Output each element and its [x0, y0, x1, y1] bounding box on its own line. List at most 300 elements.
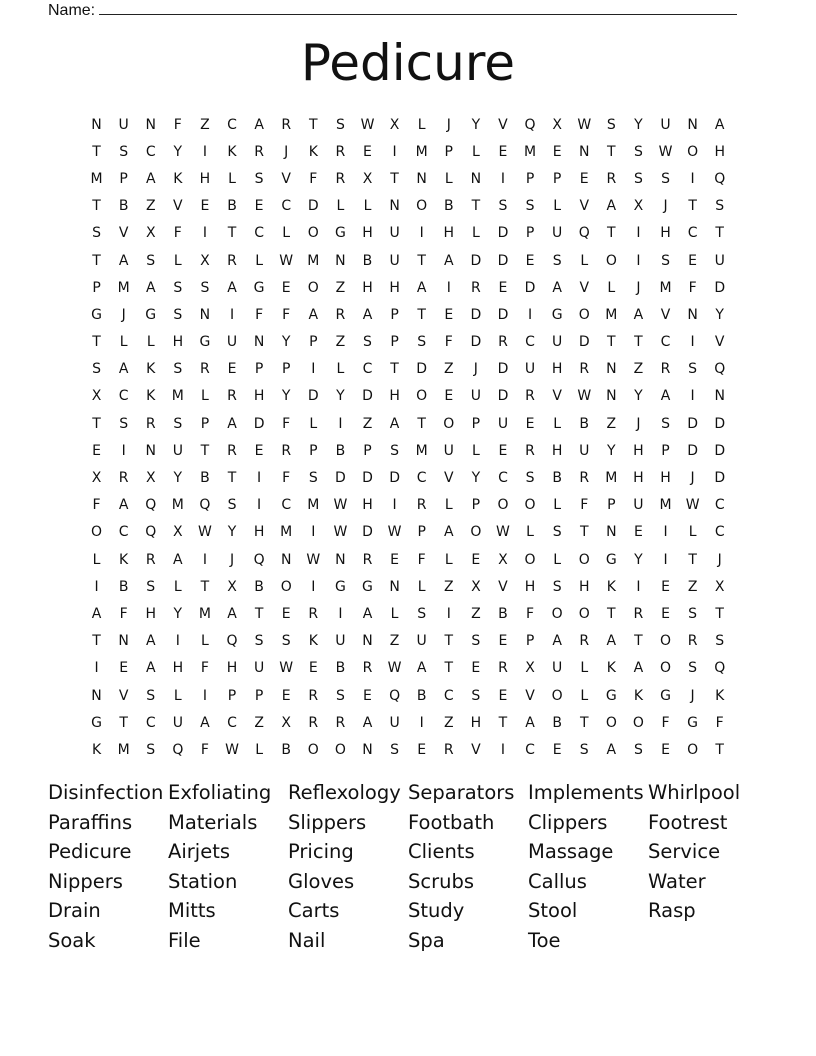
grid-letter: I: [311, 578, 316, 595]
grid-letter: T: [227, 470, 237, 487]
grid-letter: C: [498, 470, 508, 487]
grid-letter: N: [253, 334, 265, 351]
grid-letter: A: [145, 660, 156, 677]
grid-letter: K: [308, 633, 318, 650]
grid-letter: U: [552, 334, 563, 351]
grid-letter: W: [198, 524, 212, 541]
grid-letter: H: [551, 442, 563, 459]
grid-letter: I: [257, 470, 262, 487]
grid-letter: U: [443, 442, 454, 459]
grid-letter: A: [145, 279, 156, 296]
grid-letter: P: [309, 442, 318, 459]
grid-letter: I: [527, 306, 533, 323]
grid-letter: S: [146, 741, 156, 758]
grid-letter: E: [525, 415, 535, 432]
grid-letter: X: [173, 524, 183, 541]
grid-letter: O: [416, 388, 428, 405]
grid-letter: L: [173, 687, 182, 704]
grid-letter: W: [577, 388, 592, 405]
grid-letter: U: [389, 714, 400, 731]
grid-letter: T: [498, 714, 508, 731]
grid-letter: T: [417, 252, 426, 269]
grid-letter: E: [281, 687, 291, 704]
grid-letter: P: [444, 143, 453, 160]
grid-letter: W: [360, 116, 375, 133]
grid-letter: X: [91, 388, 102, 405]
grid-letter: D: [470, 252, 482, 269]
grid-letter: N: [389, 198, 400, 215]
word-list-item: Clippers: [528, 810, 608, 834]
word-list-item: Drain: [48, 899, 101, 923]
grid-letter: P: [525, 170, 535, 187]
grid-letter: I: [690, 334, 695, 351]
grid-letter: C: [145, 143, 156, 160]
grid-letter: A: [606, 741, 617, 758]
grid-letter: R: [335, 714, 346, 731]
grid-letter: L: [255, 741, 264, 758]
grid-letter: E: [444, 388, 454, 405]
grid-letter: C: [416, 470, 427, 487]
grid-letter: E: [471, 660, 481, 677]
word-list-item: Airjets: [168, 840, 230, 864]
grid-letter: D: [253, 415, 265, 432]
grid-letter: V: [579, 279, 590, 296]
grid-letter: J: [690, 687, 695, 704]
grid-letter: F: [715, 714, 724, 731]
grid-letter: W: [333, 524, 348, 541]
grid-letter: O: [307, 741, 319, 758]
grid-letter: I: [94, 578, 99, 595]
grid-letter: S: [173, 306, 183, 323]
grid-letter: J: [446, 116, 451, 133]
grid-letter: O: [91, 524, 103, 541]
grid-letter: B: [498, 605, 508, 622]
grid-letter: N: [118, 633, 129, 650]
grid-letter: B: [254, 578, 264, 595]
grid-letter: O: [687, 143, 699, 160]
grid-letter: U: [389, 252, 400, 269]
page-title: Pedicure: [300, 34, 516, 92]
grid-letter: S: [606, 116, 616, 133]
grid-letter: Y: [715, 306, 724, 323]
grid-letter: L: [526, 524, 534, 541]
grid-letter: L: [146, 334, 155, 351]
grid-letter: H: [199, 170, 211, 187]
grid-letter: S: [715, 198, 725, 215]
grid-letter: E: [688, 252, 698, 269]
grid-letter: P: [309, 334, 318, 351]
grid-letter: D: [307, 388, 319, 405]
grid-letter: A: [227, 605, 237, 622]
grid-letter: E: [363, 687, 372, 704]
grid-letter: P: [471, 497, 481, 514]
grid-letter: B: [443, 198, 454, 215]
grid-letter: I: [636, 225, 641, 242]
grid-letter: R: [227, 388, 237, 405]
grid-letter: G: [91, 714, 102, 731]
grid-letter: I: [636, 578, 641, 595]
grid-letter: L: [282, 225, 291, 242]
name-label: Name:: [48, 2, 96, 19]
grid-letter: V: [498, 578, 508, 595]
grid-letter: Z: [687, 578, 698, 595]
grid-letter: Z: [200, 116, 210, 133]
grid-letter: W: [577, 116, 592, 133]
grid-letter: O: [497, 497, 509, 514]
grid-letter: L: [471, 143, 480, 160]
grid-letter: G: [334, 578, 346, 595]
grid-letter: S: [715, 633, 725, 650]
grid-letter: I: [121, 442, 126, 459]
grid-letter: B: [416, 687, 427, 704]
grid-letter: R: [470, 279, 481, 296]
grid-letter: I: [338, 415, 343, 432]
word-list-item: Separators: [408, 781, 515, 804]
grid-letter: Z: [145, 198, 156, 215]
grid-letter: O: [551, 687, 563, 704]
grid-letter: H: [362, 225, 373, 242]
grid-letter: X: [91, 470, 102, 487]
grid-letter: G: [605, 551, 617, 568]
grid-letter: A: [227, 279, 237, 296]
grid-letter: L: [201, 633, 209, 650]
grid-letter: F: [173, 225, 182, 242]
word-list-item: Pedicure: [48, 840, 132, 864]
grid-letter: N: [714, 388, 725, 405]
grid-letter: S: [417, 334, 427, 351]
grid-letter: U: [552, 660, 563, 677]
grid-letter: S: [688, 605, 698, 622]
grid-letter: O: [632, 714, 644, 731]
grid-letter: M: [605, 306, 618, 323]
grid-letter: E: [471, 551, 481, 568]
grid-letter: P: [525, 633, 535, 650]
grid-letter: H: [714, 143, 725, 160]
grid-letter: C: [145, 714, 156, 731]
grid-letter: E: [417, 741, 427, 758]
grid-letter: N: [687, 306, 698, 323]
grid-letter: K: [119, 551, 129, 568]
grid-letter: H: [551, 361, 563, 378]
grid-letter: N: [687, 116, 698, 133]
grid-letter: O: [307, 225, 319, 242]
grid-letter: T: [471, 198, 481, 215]
grid-letter: T: [607, 225, 616, 242]
grid-letter: E: [498, 687, 508, 704]
grid-letter: R: [335, 170, 346, 187]
grid-letter: E: [498, 143, 508, 160]
grid-letter: H: [470, 714, 482, 731]
grid-letter: U: [253, 660, 265, 677]
grid-letter: S: [173, 361, 183, 378]
grid-letter: D: [362, 388, 373, 405]
grid-letter: W: [387, 660, 402, 677]
word-list-item: Implements: [528, 781, 644, 804]
grid-letter: T: [92, 633, 101, 650]
grid-letter: I: [690, 170, 695, 187]
grid-letter: O: [660, 660, 672, 677]
grid-letter: D: [578, 334, 590, 351]
grid-letter: Q: [578, 225, 590, 242]
grid-letter: D: [687, 442, 698, 459]
grid-letter: T: [92, 252, 101, 269]
grid-letter: Q: [145, 524, 157, 541]
grid-letter: X: [227, 578, 237, 595]
grid-letter: A: [660, 388, 671, 405]
grid-row: [83, 301, 733, 328]
grid-letter: G: [334, 225, 346, 242]
grid-letter: I: [500, 170, 506, 187]
grid-letter: A: [118, 497, 129, 514]
grid-letter: B: [335, 660, 346, 677]
grid-letter: P: [227, 687, 237, 704]
grid-letter: L: [255, 252, 264, 269]
grid-letter: T: [309, 116, 318, 133]
grid-letter: J: [663, 198, 668, 215]
grid-letter: A: [525, 714, 535, 731]
grid-letter: Q: [145, 497, 157, 514]
grid-letter: L: [119, 334, 128, 351]
grid-letter: H: [633, 470, 644, 487]
grid-letter: Z: [606, 415, 617, 432]
grid-letter: B: [281, 741, 291, 758]
grid-letter: R: [633, 605, 644, 622]
grid-letter: H: [578, 578, 590, 595]
grid-letter: O: [416, 198, 428, 215]
grid-letter: A: [362, 605, 373, 622]
grid-letter: U: [714, 252, 725, 269]
grid-letter: Q: [714, 361, 726, 378]
word-list-item: Footrest: [648, 810, 728, 834]
grid-letter: N: [145, 116, 156, 133]
grid-letter: U: [118, 116, 129, 133]
grid-letter: T: [417, 306, 426, 323]
word-list-item: Footbath: [408, 810, 495, 834]
grid-letter: V: [714, 334, 725, 351]
grid-letter: I: [636, 252, 641, 269]
grid-letter: P: [119, 170, 128, 187]
word-list-item: Gloves: [288, 869, 355, 893]
grid-letter: Y: [336, 388, 345, 405]
grid-letter: C: [443, 687, 454, 704]
grid-letter: I: [202, 687, 207, 704]
grid-letter: N: [470, 170, 482, 187]
grid-letter: X: [525, 660, 535, 677]
grid-row: [83, 709, 733, 736]
grid-letter: L: [553, 551, 562, 568]
grid-letter: L: [417, 116, 426, 133]
name-field: [48, 0, 737, 20]
word-list-item: Nail: [288, 928, 326, 952]
grid-letter: T: [607, 334, 616, 351]
grid-letter: V: [498, 116, 508, 133]
grid-letter: X: [145, 225, 156, 242]
grid-letter: W: [685, 497, 700, 514]
grid-letter: A: [552, 633, 562, 650]
grid-letter: S: [92, 225, 101, 242]
grid-letter: M: [171, 388, 184, 405]
grid-letter: H: [660, 225, 671, 242]
grid-letter: I: [419, 225, 424, 242]
grid-letter: O: [551, 605, 563, 622]
grid-letter: L: [553, 198, 562, 215]
grid-letter: D: [335, 470, 346, 487]
grid-letter: E: [227, 361, 237, 378]
grid-letter: F: [282, 306, 291, 323]
grid-letter: B: [200, 470, 210, 487]
grid-letter: L: [390, 605, 399, 622]
grid-letter: T: [579, 524, 589, 541]
grid-letter: Z: [254, 714, 264, 731]
grid-letter: F: [255, 306, 264, 323]
grid-row: [83, 165, 733, 192]
grid-letter: J: [284, 143, 289, 160]
grid-letter: T: [92, 143, 101, 160]
grid-letter: S: [661, 415, 670, 432]
grid-letter: H: [362, 497, 373, 514]
grid-letter: T: [92, 415, 101, 432]
grid-letter: E: [363, 143, 372, 160]
grid-letter: C: [281, 198, 292, 215]
grid-letter: K: [91, 741, 102, 758]
grid-letter: F: [173, 116, 182, 133]
grid-letter: T: [715, 225, 724, 242]
grid-letter: O: [443, 415, 455, 432]
grid-letter: R: [281, 442, 292, 459]
grid-letter: Z: [335, 279, 346, 296]
grid-letter: B: [118, 578, 129, 595]
grid-letter: K: [227, 143, 237, 160]
grid-letter: U: [497, 415, 509, 432]
grid-letter: R: [579, 633, 590, 650]
grid-letter: N: [199, 306, 211, 323]
grid-letter: Z: [389, 633, 400, 650]
grid-letter: R: [498, 334, 508, 351]
grid-letter: T: [254, 605, 264, 622]
grid-letter: B: [227, 198, 237, 215]
grid-letter: C: [118, 388, 129, 405]
grid-letter: T: [227, 225, 237, 242]
word-list-item: Service: [648, 840, 721, 864]
grid-letter: S: [363, 334, 372, 351]
grid-letter: D: [362, 470, 373, 487]
grid-letter: T: [607, 143, 616, 160]
grid-letter: Y: [227, 524, 237, 541]
grid-letter: C: [714, 497, 725, 514]
grid-letter: P: [363, 442, 372, 459]
grid-letter: D: [714, 415, 726, 432]
grid-letter: T: [92, 198, 101, 215]
grid-letter: T: [688, 198, 697, 215]
grid-letter: S: [335, 116, 345, 133]
grid-letter: D: [470, 334, 482, 351]
grid-letter: N: [91, 687, 102, 704]
grid-letter: Z: [443, 361, 454, 378]
grid-letter: L: [553, 497, 562, 514]
word-list-item: Scrubs: [408, 869, 475, 893]
grid-letter: G: [145, 306, 157, 323]
grid-row: [83, 492, 733, 519]
grid-letter: L: [471, 442, 480, 459]
grid-letter: R: [579, 361, 590, 378]
grid-letter: X: [200, 252, 210, 269]
grid-letter: E: [92, 442, 101, 459]
grid-letter: D: [714, 442, 726, 459]
grid-letter: D: [497, 225, 509, 242]
grid-letter: E: [281, 605, 291, 622]
grid-letter: E: [200, 198, 210, 215]
word-list: [48, 778, 788, 956]
grid-letter: K: [606, 578, 616, 595]
grid-letter: P: [390, 334, 399, 351]
grid-row: [83, 655, 733, 682]
grid-letter: L: [363, 198, 372, 215]
grid-letter: C: [254, 225, 264, 242]
grid-letter: M: [171, 497, 184, 514]
grid-letter: R: [606, 170, 617, 187]
grid-letter: S: [471, 687, 481, 704]
grid-letter: T: [634, 334, 643, 351]
grid-letter: N: [362, 633, 373, 650]
grid-letter: X: [714, 578, 725, 595]
grid-letter: R: [416, 497, 427, 514]
grid-letter: Y: [281, 334, 291, 351]
grid-letter: U: [226, 334, 238, 351]
grid-letter: U: [335, 633, 346, 650]
grid-letter: J: [717, 551, 722, 568]
grid-letter: R: [525, 388, 535, 405]
grid-letter: L: [553, 415, 562, 432]
grid-letter: S: [552, 252, 562, 269]
grid-letter: A: [91, 605, 102, 622]
grid-letter: F: [282, 415, 291, 432]
grid-letter: R: [660, 361, 671, 378]
grid-letter: E: [579, 170, 589, 187]
grid-letter: O: [307, 279, 319, 296]
grid-letter: O: [578, 306, 590, 323]
word-list-item: Whirlpool: [648, 781, 741, 804]
grid-letter: C: [227, 714, 237, 731]
grid-letter: L: [173, 252, 182, 269]
grid-row: [83, 193, 733, 220]
grid-letter: D: [497, 306, 509, 323]
grid-letter: G: [551, 306, 563, 323]
grid-letter: K: [308, 143, 318, 160]
grid-letter: M: [659, 497, 672, 514]
grid-letter: P: [254, 687, 264, 704]
word-list-item: Slippers: [288, 810, 367, 834]
word-list-item: Soak: [48, 928, 96, 952]
grid-letter: N: [145, 442, 156, 459]
grid-letter: X: [552, 116, 562, 133]
grid-letter: D: [362, 524, 373, 541]
grid-letter: I: [500, 741, 506, 758]
grid-row: [83, 736, 733, 763]
grid-letter: D: [470, 306, 482, 323]
grid-letter: S: [200, 279, 210, 296]
grid-letter: Y: [607, 442, 616, 459]
word-list-item: Disinfection: [48, 781, 164, 804]
grid-letter: E: [525, 252, 535, 269]
grid-letter: W: [387, 524, 402, 541]
grid-letter: E: [633, 524, 643, 541]
grid-letter: E: [254, 198, 264, 215]
grid-letter: F: [282, 470, 291, 487]
grid-letter: T: [444, 633, 454, 650]
grid-letter: X: [389, 116, 400, 133]
grid-letter: L: [580, 687, 589, 704]
grid-letter: W: [496, 524, 510, 541]
